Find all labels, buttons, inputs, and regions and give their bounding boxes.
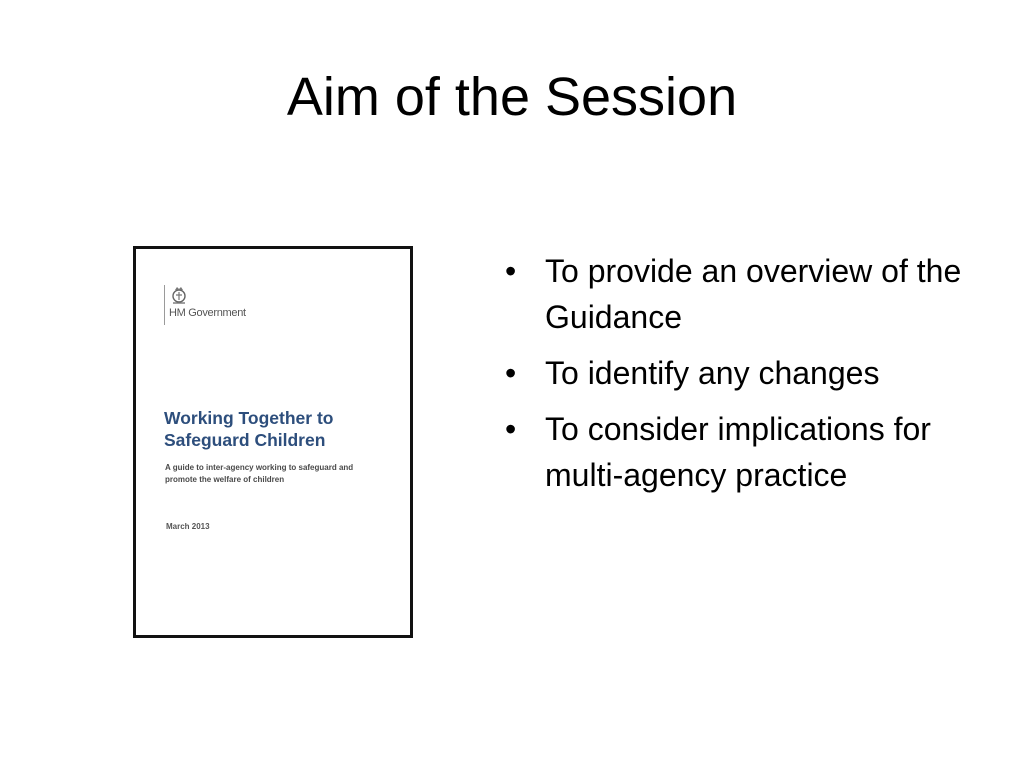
bullet-text: To provide an overview of the Guidance <box>545 253 962 335</box>
government-name: HM Government <box>169 307 246 319</box>
royal-crest-icon <box>170 285 188 305</box>
hm-government-logo <box>164 285 290 325</box>
bullet-item <box>505 350 975 396</box>
bullet-marker: • <box>505 411 517 447</box>
document-title: Working Together to Safeguard Children <box>164 408 334 450</box>
bullet-list <box>505 248 975 508</box>
document-date: March 2013 <box>166 522 210 531</box>
page-title: Aim of the Session <box>286 67 738 127</box>
bullet-marker: • <box>505 253 517 289</box>
bullet-text: To consider implications for multi-agency practice <box>545 411 931 493</box>
bullet-item <box>505 248 975 340</box>
document-cover-image <box>133 246 413 638</box>
bullet-item <box>505 406 975 498</box>
document-subtitle: A guide to inter-agency working to safeguard and promote the welfare of children <box>165 463 354 484</box>
bullet-text: To identify any changes <box>545 355 880 391</box>
bullet-marker: • <box>505 355 517 391</box>
